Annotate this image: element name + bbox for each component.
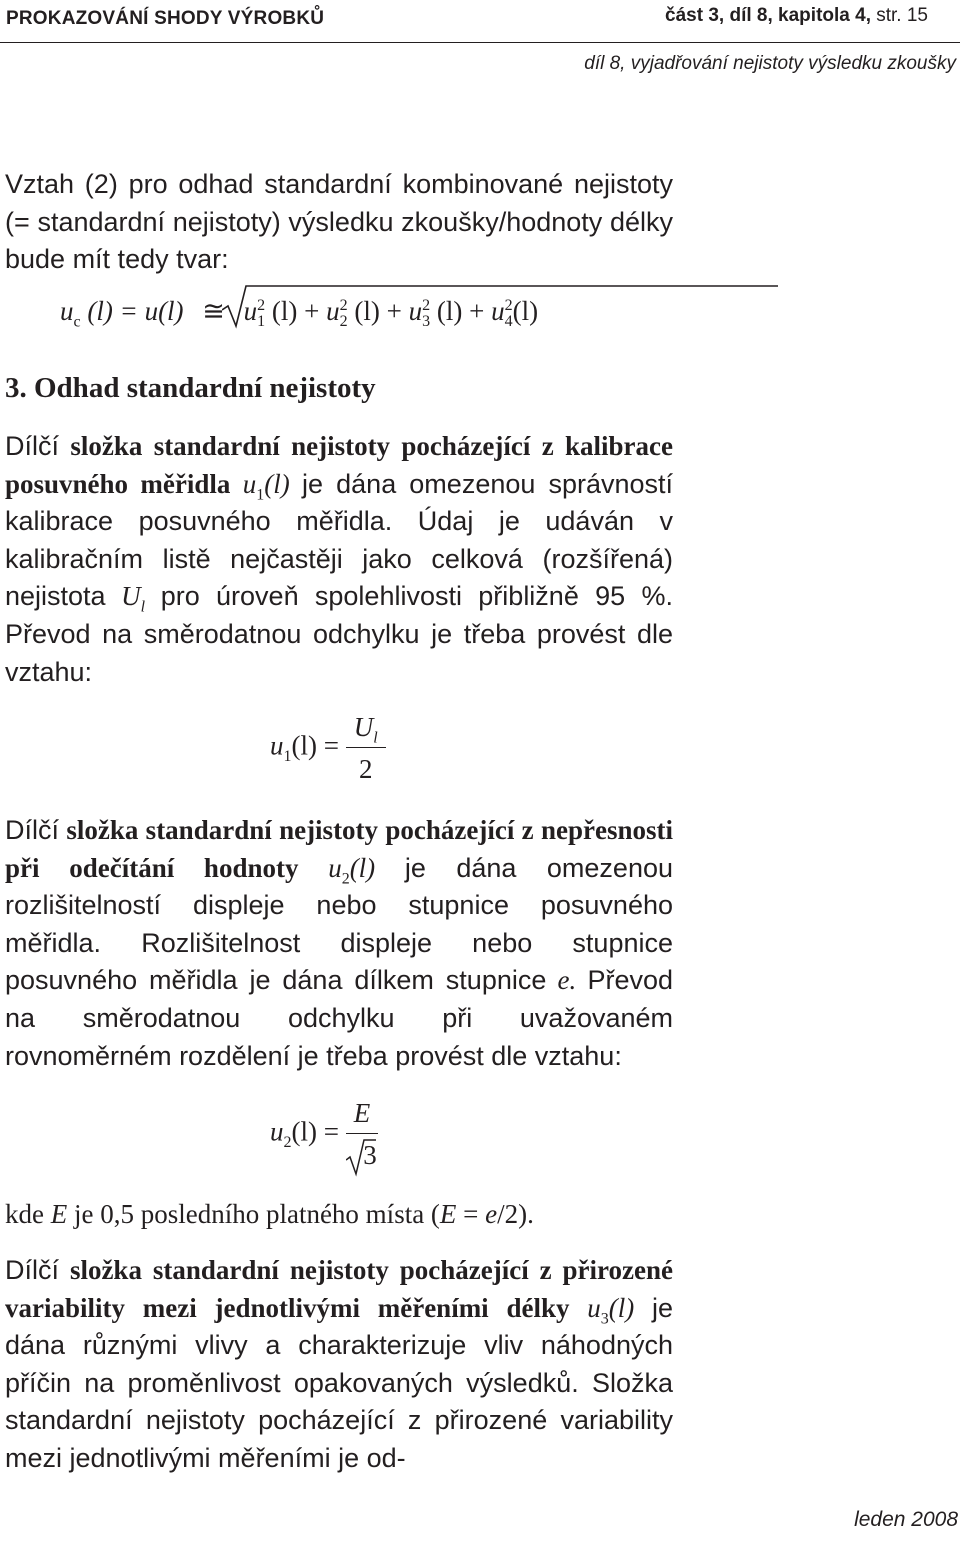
- p1-var: u: [242, 468, 257, 499]
- section-heading-block: [5, 370, 673, 407]
- paragraph-E-definition-text: [5, 1196, 673, 1234]
- formula-u1: [270, 712, 386, 785]
- p1-body: je dána omezenou správností kalibrace posuvného měřidla. Údaj je udáván v kalibračním listě nejčastěji jako celková (rozšířená) nejistota: [5, 468, 674, 612]
- header-section-ref: část 3, díl 8, kapitola 4,: [665, 5, 871, 26]
- formula3-lhs-sub: 2: [283, 1134, 292, 1152]
- term3-arg: (l) +: [436, 296, 485, 326]
- paragraph-calibration-text: [5, 428, 673, 691]
- section-heading: 3. Odhad standardní nejistoty: [5, 372, 376, 404]
- p2-tail: Převod na směrodatnou odchylku při uvažovaném rovnoměrném rozdělení je třeba provést dle vztahu:: [5, 965, 674, 1071]
- fraction-u1: [346, 712, 386, 785]
- p1-tail: pro úroveň spolehlivosti přibližně 95 %. Převod na směrodatnou odchylku je třeba provést dle vztahu:: [5, 581, 674, 687]
- paragraph-variability: [5, 1252, 673, 1478]
- fraction-u2-numerator: E: [353, 1098, 371, 1128]
- term3: u: [408, 296, 423, 326]
- running-header-title: PROKAZOVÁNÍ SHODY VÝROBKŮ: [6, 8, 325, 29]
- p1-U-sub: l: [140, 598, 146, 616]
- p4-var-arg: (l): [608, 1292, 635, 1323]
- paragraph-variability-text: [5, 1252, 673, 1478]
- p1-var-arg: (l): [264, 468, 290, 499]
- term1-sup: 2: [257, 297, 266, 314]
- p2-lead: Dílčí: [5, 815, 59, 845]
- p2-var-sub: 2: [341, 869, 350, 887]
- p2-var: u: [328, 852, 342, 883]
- formula2-lhs: u: [270, 730, 284, 761]
- p3-e: e: [485, 1199, 498, 1229]
- paragraph-E-definition: [5, 1196, 673, 1234]
- formula1-lhs-arg: (l) = u(l): [87, 296, 184, 326]
- formula3-lhs-arg: (l) =: [291, 1116, 339, 1147]
- p3-body: je 0,5 posledního platného místa (: [73, 1199, 440, 1229]
- fraction-u1-numerator: U: [353, 712, 374, 742]
- fraction-u2: [346, 1098, 379, 1171]
- p4-body: je dána různými vlivy a charakterizuje vliv náhodných příčin na proměnlivost opakovaných výsledků. Složka standardní nejistoty pocházející z přirozené variability mezi jednotlivými měřeními je od-: [5, 1292, 673, 1473]
- term2: u: [326, 296, 340, 326]
- sqrt-sign-icon: [346, 1138, 376, 1178]
- formula3-lhs: u: [270, 1116, 284, 1147]
- term2-arg: (l) +: [354, 296, 402, 326]
- term2-sub: 2: [339, 313, 348, 331]
- header-rule: [0, 42, 960, 43]
- term4: u: [491, 296, 505, 326]
- term4-sup: 2: [504, 297, 513, 314]
- term1: u: [243, 296, 258, 326]
- header-page-number: str. 15: [876, 5, 928, 26]
- p1-lead: Dílčí: [5, 431, 59, 461]
- p2-var-arg: (l): [349, 852, 376, 883]
- p4-bold: složka standardní nejistoty pocházející z přirozené variability mezi jednotlivými měřeními délky: [5, 1255, 674, 1323]
- p4-var-sub: 3: [600, 1309, 609, 1327]
- term1-sub: 1: [257, 313, 266, 331]
- p3-E: E: [50, 1199, 68, 1229]
- paragraph-calibration: [5, 428, 673, 691]
- sqrt-sign-icon: [222, 284, 782, 330]
- formula-u2: [270, 1098, 378, 1171]
- formula2-lhs-arg: (l) =: [291, 730, 339, 761]
- term3-sup: 2: [422, 297, 431, 314]
- square-root: [243, 296, 539, 331]
- term3-sub: 3: [422, 313, 431, 331]
- fraction-u1-numerator-sub: l: [373, 729, 378, 747]
- p2-body: je dána omezenou rozlišitelností displeje nebo stupnice posuvného měřidla. Rozlišitelnost displeje nebo stupnice posuvného měřidla je dána dílkem stupnice: [5, 852, 673, 996]
- p2-bold: složka standardní nejistoty pocházející z nepřesnosti při odečítání hodnoty: [5, 815, 674, 883]
- p1-U: U: [121, 581, 141, 612]
- formula2-lhs-sub: 1: [283, 748, 292, 766]
- term1-arg: (l) +: [271, 296, 320, 326]
- intro-paragraph: [5, 166, 673, 279]
- p3-equals: =: [463, 1199, 479, 1229]
- p3-lead: kde: [5, 1199, 44, 1229]
- p3-E2: E: [439, 1199, 457, 1229]
- formula1-lhs-sub: c: [73, 313, 81, 331]
- term4-arg: (l): [512, 296, 539, 326]
- running-header-subtitle: díl 8, vyjadřování nejistoty výsledku zkoušky: [584, 53, 956, 74]
- approx-sign: ≅: [202, 296, 225, 326]
- paragraph-resolution: [5, 812, 673, 1075]
- running-header-section: [665, 5, 928, 27]
- p1-var-sub: 1: [256, 485, 265, 503]
- formula1-lhs: u: [60, 296, 74, 326]
- p4-var: u: [587, 1292, 601, 1323]
- term2-sup: 2: [339, 297, 348, 314]
- fraction-u1-denominator: 2: [358, 754, 373, 784]
- p2-e: e.: [557, 965, 577, 996]
- fraction-u2-denominator: 3: [363, 1140, 377, 1170]
- p4-lead: Dílčí: [5, 1255, 59, 1285]
- p1-bold: složka standardní nejistoty pocházející z kalibrace posuvného měřidla: [5, 431, 673, 499]
- term4-sub: 4: [504, 313, 513, 331]
- formula-combined-uncertainty: [60, 296, 539, 331]
- intro-text: Vztah (2) pro odhad standardní kombinované nejistoty (= standardní nejistoty) výsledku zkoušky/hodnoty délky bude mít tedy tvar:: [5, 169, 673, 275]
- paragraph-resolution-text: [5, 812, 673, 1075]
- footer-date: leden 2008: [854, 1508, 958, 1531]
- p3-tail: /2).: [497, 1199, 534, 1229]
